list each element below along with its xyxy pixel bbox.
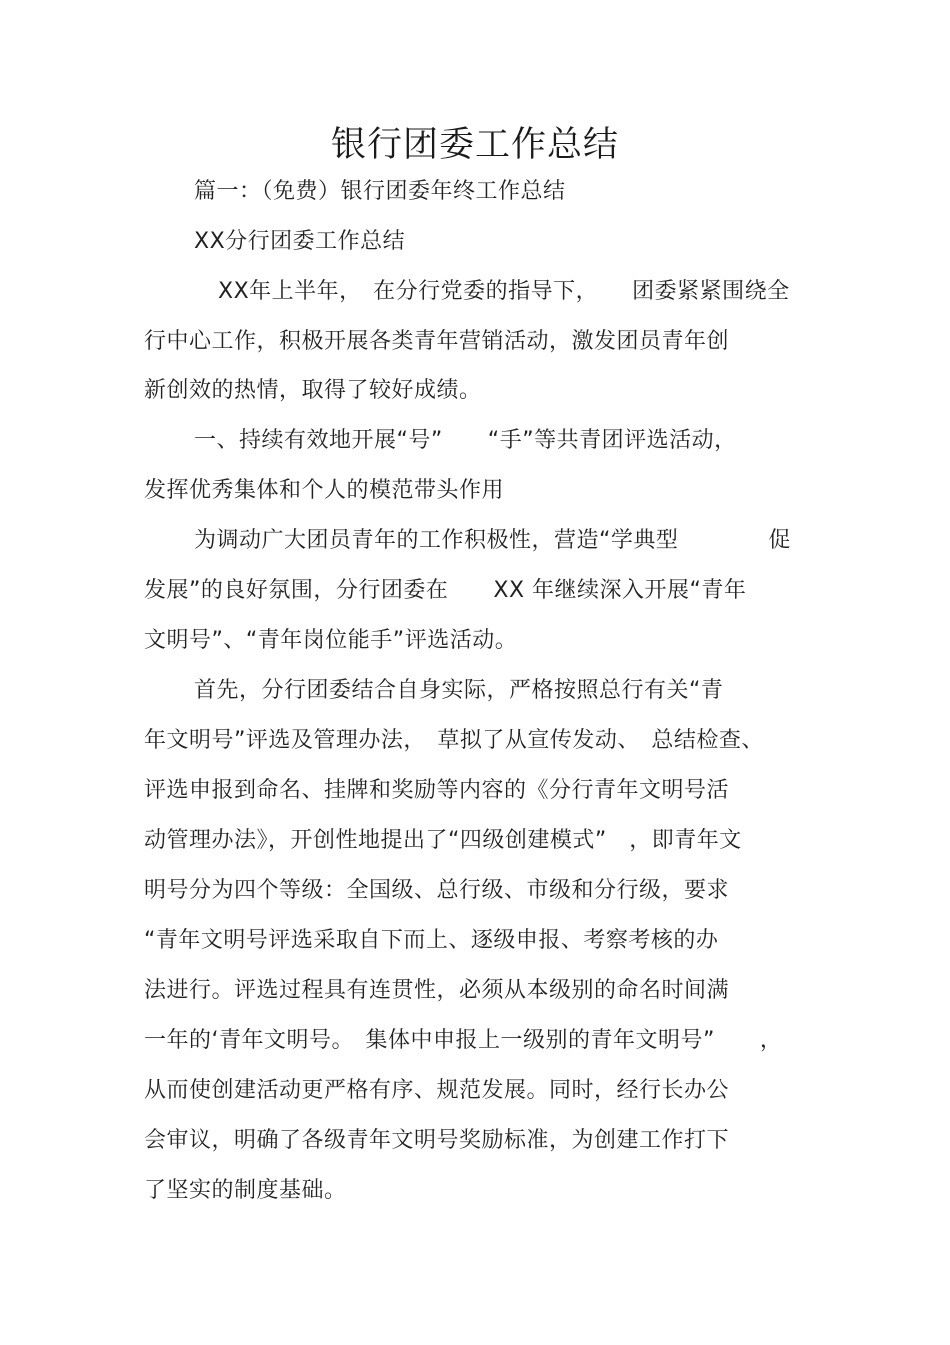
paragraph-line: 为调动广大团员青年的工作积极性，营造“学典型 促 [194,528,791,553]
paragraph-line: XX分行团委工作总结 [194,229,406,254]
paragraph-line: 年文明号”评选及管理办法， 草拟了从宣传发动、 总结检查、 [144,728,764,753]
section-heading-line: 发挥优秀集体和个人的模范带头作用 [144,478,505,503]
paragraph-line: 发展”的良好氛围，分行团委在 XX 年继续深入开展“青年 [144,578,747,603]
paragraph-line: 篇一：（免费）银行团委年终工作总结 [194,179,566,204]
paragraph-line: 动管理办法》，开创性地提出了“四级创建模式” ，即青年文 [144,828,742,853]
paragraph-line: 了坚实的制度基础。 [144,1178,347,1203]
paragraph-line: 文明号”、“青年岗位能手”评选活动。 [144,628,518,653]
document-title: 银行团委工作总结 [330,125,619,165]
paragraph-line: 会审议，明确了各级青年文明号奖励标准，为创建工作打下 [144,1128,730,1153]
paragraph-line: XX年上半年， 在分行党委的指导下， 团委紧紧围绕全 [218,279,790,304]
paragraph-line: 新创效的热情，取得了较好成绩。 [144,378,482,403]
paragraph-line: 一年的‘青年文明号。 集体中申报上一级别的青年文明号” ， [144,1028,783,1053]
paragraph-line: 首先，分行团委结合自身实际，严格按照总行有关“青 [194,678,724,703]
paragraph-line: “青年文明号评选采取自下而上、逐级申报、考察考核的办 [144,928,719,953]
section-heading-line: 一、持续有效地开展“号” “手”等共青团评选活动， [194,428,737,453]
paragraph-line: 行中心工作，积极开展各类青年营销活动，激发团员青年创 [144,329,730,354]
paragraph-line: 法进行。评选过程具有连贯性，必须从本级别的命名时间满 [144,978,730,1003]
paragraph-line: 明号分为四个等级：全国级、总行级、市级和分行级，要求 [144,878,730,903]
paragraph-line: 评选申报到命名、挂牌和奖励等内容的《分行青年文明号活 [144,778,730,803]
paragraph-line: 从而使创建活动更严格有序、规范发展。同时，经行长办公 [144,1078,730,1103]
